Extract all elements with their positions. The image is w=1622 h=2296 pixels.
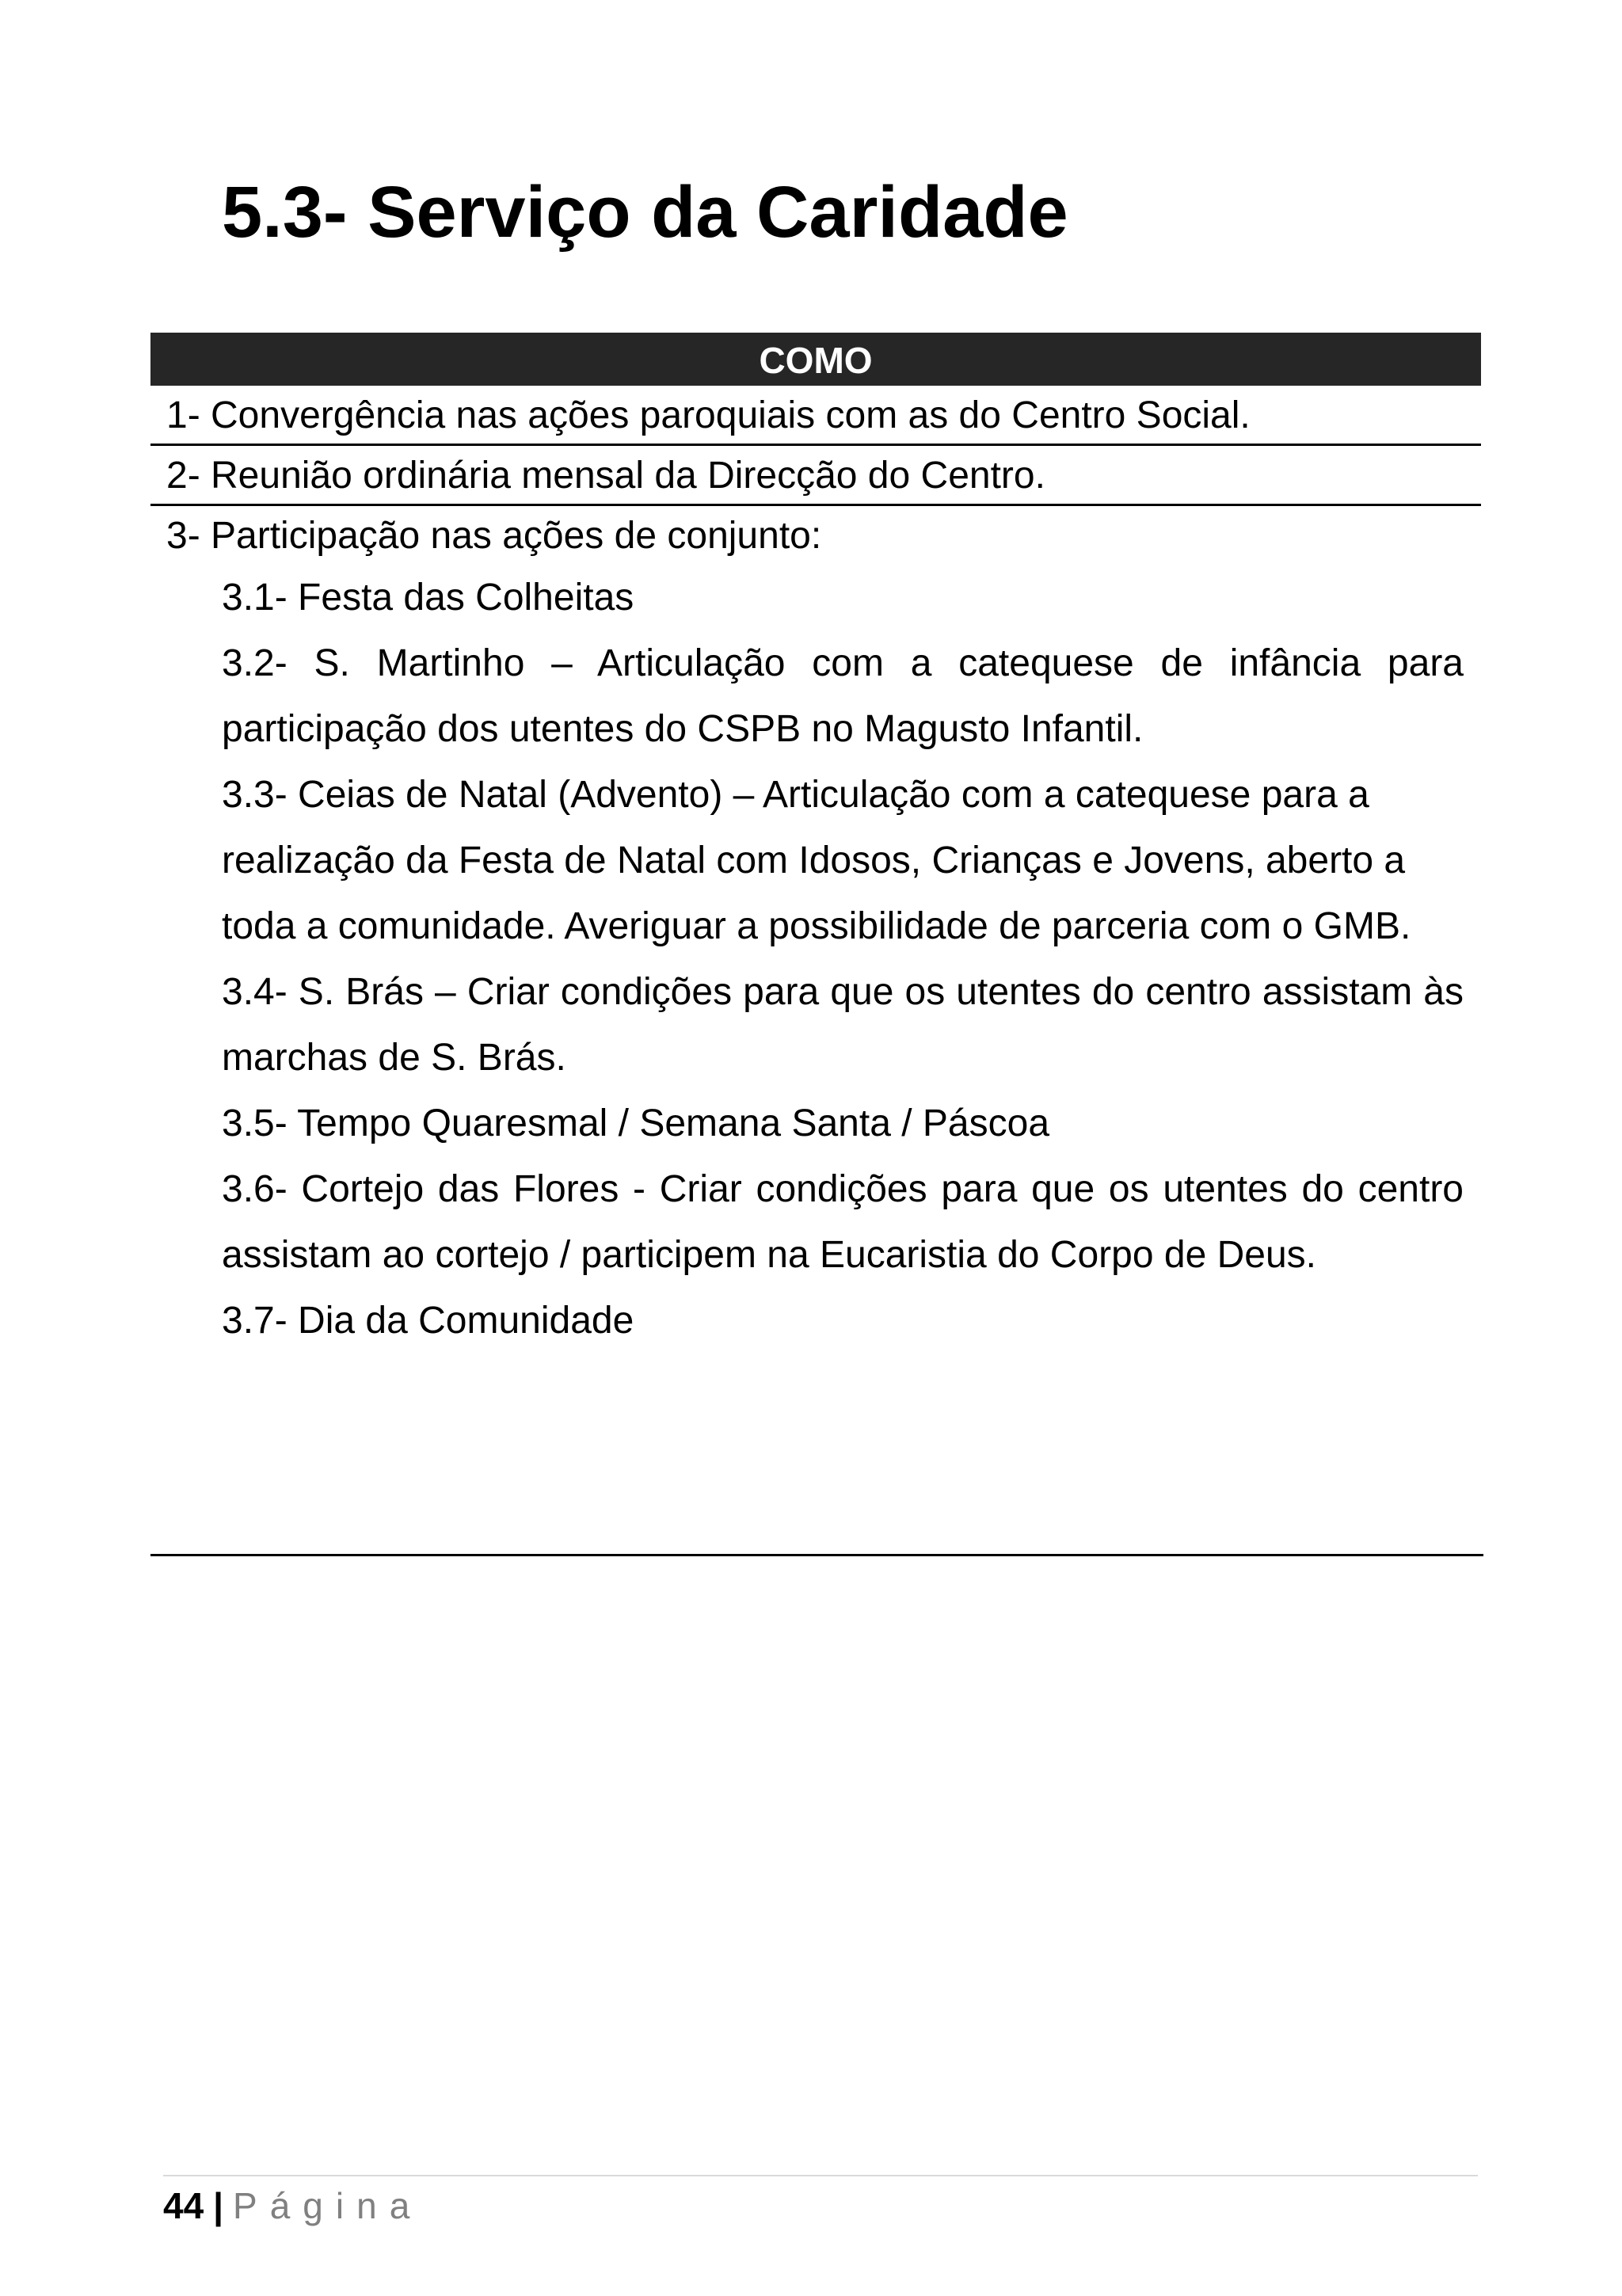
table-bottom-rule <box>150 1554 1483 1556</box>
page-number: 44 <box>163 2185 204 2226</box>
subitem-3-4: 3.4- S. Brás – Criar condições para que os utentes do centro assistam às marchas de S. Brás. <box>222 971 1464 1079</box>
page-footer <box>163 2184 422 2227</box>
table-row-3: 3- Participação nas ações de conjunto: <box>166 515 822 557</box>
table-header: COMO <box>150 333 1481 386</box>
page-title: 5.3- Serviço da Caridade <box>222 172 1068 253</box>
table-row-1: 1- Convergência nas ações paroquiais com as do Centro Social. <box>150 386 1481 446</box>
page-word: Página <box>233 2185 423 2226</box>
footer-rule <box>163 2175 1478 2176</box>
subitem-3-7: 3.7- Dia da Comunidade <box>222 1300 634 1342</box>
subitem-3-3: 3.3- Ceias de Natal (Advento) – Articulação com a catequese para a realização da Festa de Natal com Idosos, Crianças e Jovens, aberto a toda a comunidade. Averiguar a possibilidade de parceria com o GMB. <box>222 774 1411 947</box>
subitem-list <box>222 565 1464 1354</box>
table-row-2: 2- Reunião ordinária mensal da Direcção do Centro. <box>150 446 1481 506</box>
footer-separator: | <box>213 2185 224 2226</box>
subitem-3-2: 3.2- S. Martinho – Articulação com a catequese de infância para participação dos utentes do CSPB no Magusto Infantil. <box>222 642 1464 750</box>
subitem-3-5: 3.5- Tempo Quaresmal / Semana Santa / Páscoa <box>222 1102 1050 1144</box>
como-table <box>150 333 1481 1354</box>
subitem-3-6: 3.6- Cortejo das Flores - Criar condições para que os utentes do centro assistam ao cortejo / participem na Eucaristia do Corpo de Deus. <box>222 1168 1464 1276</box>
subitem-3-1: 3.1- Festa das Colheitas <box>222 577 634 619</box>
